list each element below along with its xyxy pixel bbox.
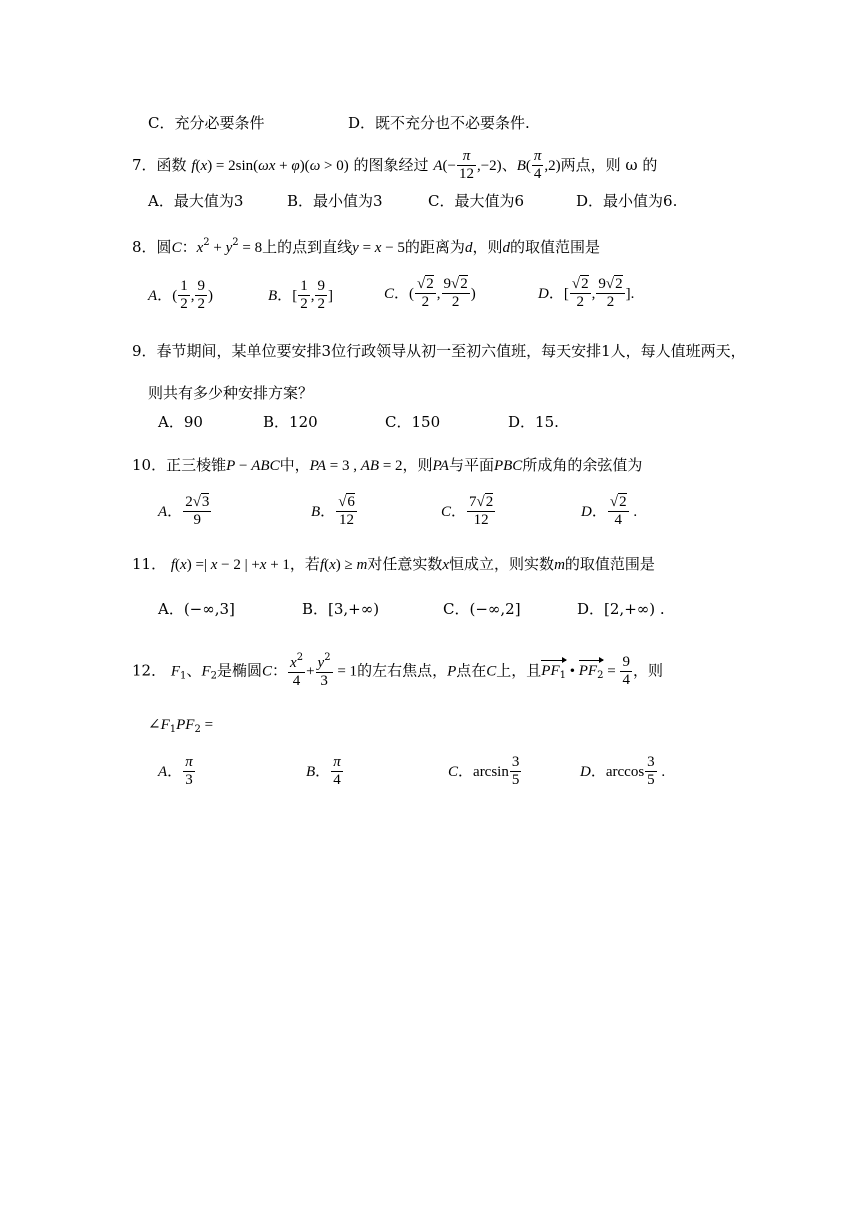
q10-option-a: A． $\frac{2√3}{9}$ <box>158 494 210 529</box>
q9-option-c: C．150 <box>385 413 441 431</box>
q9-option-b: B．120 <box>263 413 318 431</box>
q12-option-c: C．arcsin $\frac{3}{5}$ <box>448 754 520 789</box>
q11-stem: 11． f(x) =| x − 2 | +x + 1，若f(x) ≥ m对任意实数x恒成立，则实数m的取值范围是 <box>132 555 655 573</box>
q9-option-a: A．90 <box>158 413 203 431</box>
q12-option-b: B． $\frac{\pi}{4}$ <box>306 754 341 789</box>
q11-option-c: C．(−∞,2] <box>443 600 521 618</box>
q7-stem: 7．函数 f(x) = 2sin(ωx + φ)(ω > 0) 的图象经过 A(− $\frac{\pi}{12}$ ,−2)、B( $\frac{\pi}{4}$ ,2)两点，则 ω 的 <box>132 148 658 183</box>
q9-stem: 9．春节期间，某单位要安排3位行政领导从初一至初六值班，每天安排1人，每人值班两天， <box>132 342 746 360</box>
q10-option-b: B． $\frac{√6}{12}$ <box>311 494 355 529</box>
q8-stem: 8．圆C：$x^2 + y^2 = 8$上的点到直线y = x − 5的距离为d，则d的取值范围是 <box>132 237 600 256</box>
q11-option-b: B．[3,+∞) <box>302 600 380 618</box>
q9-option-d: D．15. <box>508 413 559 431</box>
q6-option-d: D．既不充分也不必要条件. <box>348 114 530 132</box>
q10-option-c: C． $\frac{7√2}{12}$ <box>441 494 494 529</box>
q11-option-a: A．(−∞,3] <box>158 600 235 618</box>
q6-option-c: C．充分必要条件 <box>148 114 265 132</box>
q10-stem: 10．正三棱锥P − ABC中，PA = 3 , AB = 2，则PA与平面PBC所成角的余弦值为 <box>132 456 643 474</box>
q12-option-a: A． $\frac{\pi}{3}$ <box>158 754 193 789</box>
q11-option-d: D．[2,+∞) . <box>577 600 665 618</box>
q7-option-d: D．最小值为6. <box>576 192 678 210</box>
q12-stem: 12． $F_1$、$F_2$是椭圆C： $\frac{x^2}{4}$ + $\frac{y^2}{3}$ = 1的左右焦点，P点在C上，且$PF_1$ • $PF_2$ = $\frac{9}{4}$ ，则 <box>132 652 663 690</box>
q7-option-b: B．最小值为3 <box>287 192 383 210</box>
q10-option-d: D． $\frac{√2}{4}$ . <box>581 494 638 529</box>
q12-angle: $\angle F_1PF_2$ = <box>148 717 214 735</box>
q8-option-d: D．[ $\frac{√2}{2}$ , $\frac{9√2}{2}$ ]. <box>538 276 635 311</box>
q8-option-c: C．( $\frac{√2}{2}$ , $\frac{9√2}{2}$ ) <box>384 276 476 311</box>
q12-option-d: D．arccos $\frac{3}{5}$ . <box>580 754 666 789</box>
q9-stem-line2: 则共有多少种安排方案？ <box>148 384 314 402</box>
q7-option-a: A．最大值为3 <box>148 192 244 210</box>
q8-option-b: B．[ $\frac{1}{2}$ , $\frac{9}{2}$ ] <box>268 278 333 313</box>
q7-option-c: C．最大值为6 <box>428 192 525 210</box>
q8-option-a: A．( $\frac{1}{2}$ , $\frac{9}{2}$ ) <box>148 278 213 313</box>
